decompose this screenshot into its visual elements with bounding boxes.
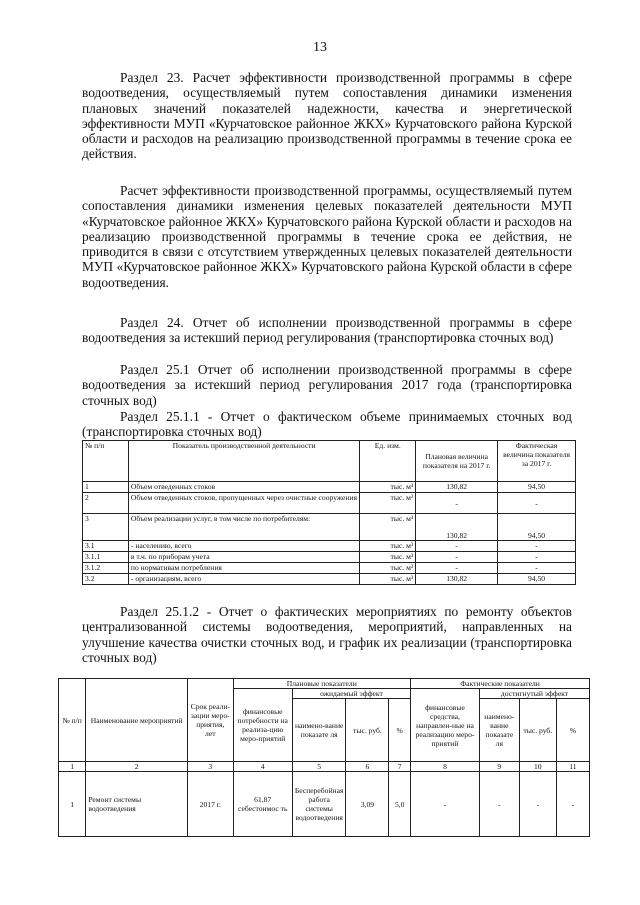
- header-fact-eff-pct: %: [556, 699, 589, 762]
- table-header-row: [59, 679, 590, 689]
- table-row: [83, 552, 576, 563]
- section-24-heading: Раздел 24. Отчет об исполнении производственной программы в сфере водоотведения за истекший период регулирования (транспортировка сточных вод): [82, 315, 572, 346]
- section-25-1-1: [82, 409, 572, 440]
- row-fact-rub: -: [519, 772, 556, 837]
- table-row: [59, 772, 590, 837]
- row-plan: -: [416, 552, 498, 563]
- table-row: [83, 541, 576, 552]
- row-name: по нормативам потребления: [128, 563, 359, 574]
- row-fin: 61,87 себестоимос ть: [233, 772, 292, 837]
- volume-table: [82, 440, 576, 585]
- row-num: 3: [83, 514, 129, 541]
- row-eff-rub: 3,09: [346, 772, 389, 837]
- row-unit: тыс. м³: [360, 552, 416, 563]
- header-cell: Фактическая величина показателя за 2017 г.: [498, 441, 576, 482]
- section-25-1-1-heading: Раздел 25.1.1 - Отчет о фактическом объеме принимаемых сточных вод (транспортировка сточных вод): [82, 409, 572, 440]
- row-fact: -: [498, 552, 576, 563]
- row-fact-fin: -: [411, 772, 480, 837]
- row-eff-name: Бесперебойная работа системы водоотведения: [292, 772, 346, 837]
- row-name: - организациям, всего: [128, 574, 359, 585]
- row-term: 2017 г.: [188, 772, 233, 837]
- section-23-body: [82, 183, 572, 290]
- col-number: 6: [346, 762, 389, 772]
- row-fact: -: [498, 541, 576, 552]
- row-eff-pct: 5,0: [389, 772, 411, 837]
- col-number: 2: [86, 762, 188, 772]
- header-cell: Показатель производственной деятельности: [128, 441, 359, 482]
- row-num: 2: [83, 493, 129, 514]
- header-fact-eff-name: наимено-вание показате ля: [479, 699, 519, 762]
- row-plan: -: [416, 541, 498, 552]
- header-plan-eff-rub: тыс. руб.: [346, 699, 389, 762]
- header-fact-effect: достигнутый эффект: [479, 689, 589, 699]
- table-row: [83, 574, 576, 585]
- section-23: [82, 70, 572, 162]
- page-number: 13: [313, 40, 327, 55]
- row-name: Ремонт системы водоотведения: [86, 772, 188, 837]
- section-25-1-2: [82, 604, 572, 665]
- row-plan: 130,82: [416, 574, 498, 585]
- col-number: 7: [389, 762, 411, 772]
- header-cell: № п/п: [83, 441, 129, 482]
- table-row: [83, 514, 576, 541]
- section-23-text: Расчет эффективности производственной программы, осуществляемый путем сопоставления динамики изменения целевых показателей деятельности МУП «Курчатовское районное ЖКХ» Курчатовского района Курской области и расходов на реализацию производственной программы в течение срока ее действия, не приводится в связи с отсутствием утвержденных целевых показателей деятельности МУП «Курчатовское районное ЖКХ» Курчатовского района Курской области в сфере водоотведения.: [82, 183, 572, 290]
- measures-table: [58, 678, 590, 837]
- row-plan: 130,82: [416, 514, 498, 541]
- row-plan: 130,82: [416, 482, 498, 493]
- row-num: 3.1.1: [83, 552, 129, 563]
- section-25-1-heading: Раздел 25.1 Отчет об исполнении производственной программы в сфере водоотведения за истекший период регулирования 2017 года (транспортировка сточных вод): [82, 362, 572, 408]
- header-fact-group: Фактические показатели: [411, 679, 590, 689]
- row-fact: 94,50: [498, 514, 576, 541]
- table-row: [83, 493, 576, 514]
- row-unit: тыс. м³: [360, 541, 416, 552]
- row-name: в т.ч. по приборам учета: [128, 552, 359, 563]
- row-num: 3.2: [83, 574, 129, 585]
- row-unit: тыс. м³: [360, 493, 416, 514]
- row-fact: -: [498, 493, 576, 514]
- col-number: 11: [556, 762, 589, 772]
- section-24: [82, 315, 572, 346]
- row-name: Объем отведенных стоков, пропущенных через очистные сооружения: [128, 493, 359, 514]
- col-number: 5: [292, 762, 346, 772]
- row-unit: тыс. м³: [360, 563, 416, 574]
- header-plan-eff-name: наимено-вание показате ля: [292, 699, 346, 762]
- col-number: 8: [411, 762, 480, 772]
- col-number: 10: [519, 762, 556, 772]
- table-row: [83, 563, 576, 574]
- row-fact: 94,50: [498, 482, 576, 493]
- header-plan-fin: финансовые потребности на реализа-цию меро-приятий: [233, 689, 292, 762]
- column-number-row: [59, 762, 590, 772]
- header-cell: Ед. изм.: [360, 441, 416, 482]
- row-unit: тыс. м³: [360, 482, 416, 493]
- row-unit: тыс. м³: [360, 574, 416, 585]
- section-23-heading: Раздел 23. Расчет эффективности производственной программы в сфере водоотведения, осуществляемый путем сопоставления динамики изменения плановых значений показателей надежности, качества и энергетической эффективности МУП «Курчатовское районное ЖКХ» Курчатовского района Курской области и расходов на реализацию производственной программы в течение срока ее действия.: [82, 70, 572, 162]
- section-25-1: [82, 362, 572, 408]
- row-num: 1: [59, 772, 86, 837]
- row-name: - населению, всего: [128, 541, 359, 552]
- row-num: 3.1.2: [83, 563, 129, 574]
- row-fact: -: [498, 563, 576, 574]
- header-name: Наименование мероприятий: [86, 679, 188, 762]
- row-num: 3.1: [83, 541, 129, 552]
- row-fact-pct: -: [556, 772, 589, 837]
- row-plan: -: [416, 563, 498, 574]
- header-cell: Плановая величина показателя на 2017 г.: [416, 441, 498, 482]
- row-unit: тыс. м³: [360, 514, 416, 541]
- col-number: 9: [479, 762, 519, 772]
- col-number: 1: [59, 762, 86, 772]
- row-plan: -: [416, 493, 498, 514]
- row-fact: 94,50: [498, 574, 576, 585]
- col-number: 3: [188, 762, 233, 772]
- row-name: Объем реализации услуг, в том числе по потребителям:: [128, 514, 359, 541]
- header-plan-group: Плановые показатели: [233, 679, 411, 689]
- row-fact-name: -: [479, 772, 519, 837]
- table-header-row: [83, 441, 576, 482]
- row-name: Объем отведенных стоков: [128, 482, 359, 493]
- header-term: Срок реали-зации меро-приятия, лет: [188, 679, 233, 762]
- header-fact-eff-rub: тыс. руб.: [519, 699, 556, 762]
- header-plan-eff-pct: %: [389, 699, 411, 762]
- header-fact-fin: финансовые средства, направлен-ные на реализацию меро-приятий: [411, 689, 480, 762]
- section-25-1-2-heading: Раздел 25.1.2 - Отчет о фактических мероприятиях по ремонту объектов централизованной системы водоотведения, мероприятий, направленных на улучшение качества очистки сточных вод, и график их реализации (транспортировка сточных вод): [82, 604, 572, 665]
- header-plan-effect: ожидаемый эффект: [292, 689, 410, 699]
- header-num: № п/п: [59, 679, 86, 762]
- row-num: 1: [83, 482, 129, 493]
- table-row: [83, 482, 576, 493]
- col-number: 4: [233, 762, 292, 772]
